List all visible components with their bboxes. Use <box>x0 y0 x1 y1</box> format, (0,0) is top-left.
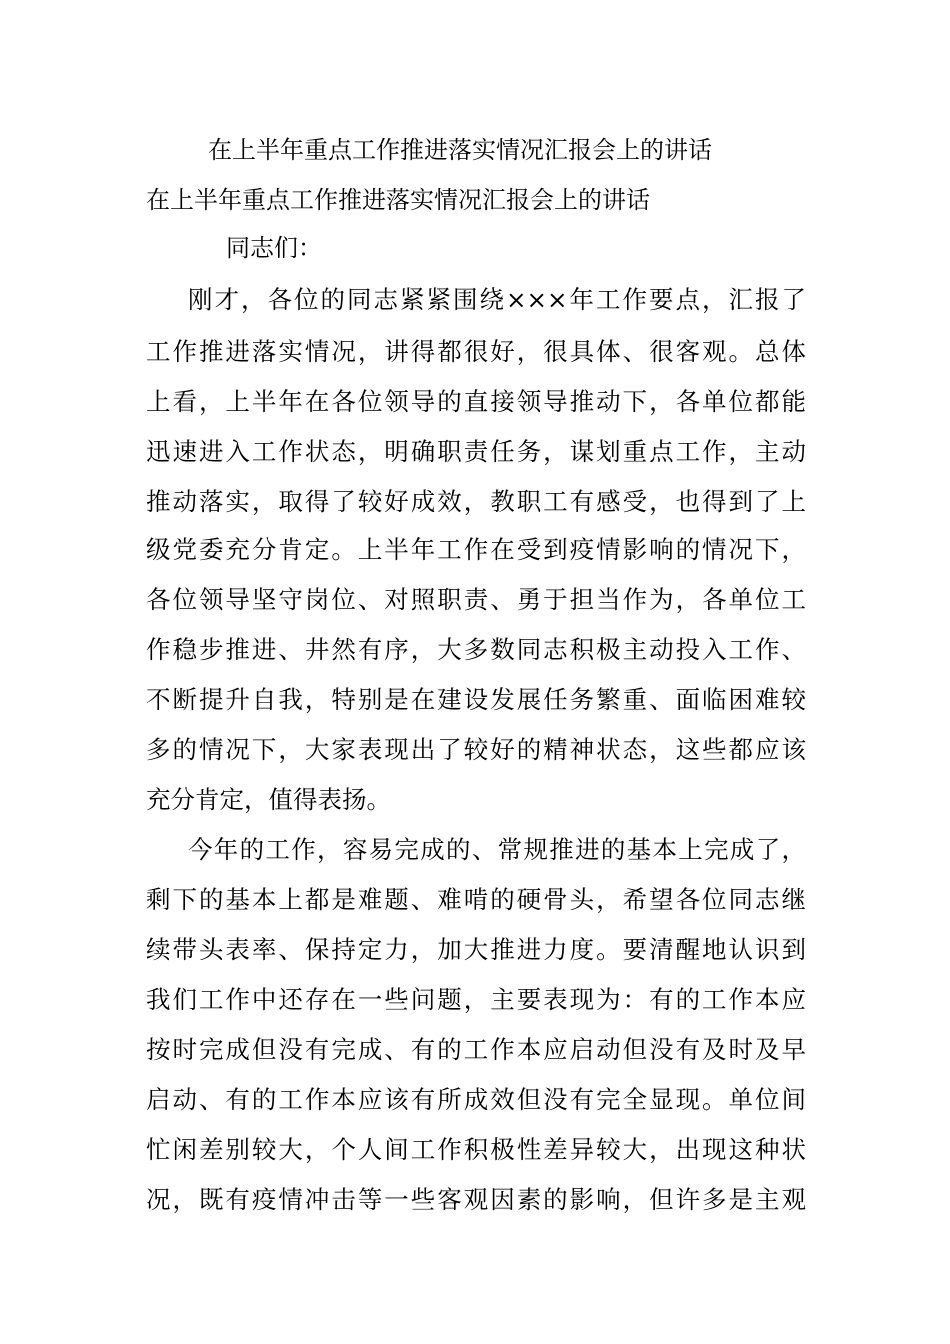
paragraph-line: 启动、有的工作本应该有所成效但没有完全显现。单位间 <box>146 1085 806 1114</box>
salutation: 同志们： <box>226 234 322 262</box>
paragraph-line: 忙闲差别较大，个人间工作积极性差异较大，出现这种状 <box>146 1135 806 1164</box>
paragraph-line: 我们工作中还存在一些问题，主要表现为：有的工作本应 <box>146 985 806 1014</box>
paragraph-line: 推动落实，取得了较好成效，教职工有感受，也得到了上 <box>146 487 806 516</box>
paragraph-line: 作稳步推进、井然有序，大多数同志积极主动投入工作、 <box>146 635 806 664</box>
paragraph-line: 级党委充分肯定。上半年工作在受到疫情影响的情况下， <box>146 535 806 564</box>
document-title: 在上半年重点工作推进落实情况汇报会上的讲话 <box>208 136 712 164</box>
paragraph-line: 剩下的基本上都是难题、难啃的硬骨头，希望各位同志继 <box>146 885 806 914</box>
paragraph-line: 续带头表率、保持定力，加大推进力度。要清醒地认识到 <box>146 935 806 964</box>
paragraph-line: 刚才，各位的同志紧紧围绕×××年工作要点，汇报了 <box>188 285 806 314</box>
paragraph-line: 不断提升自我，特别是在建设发展任务繁重、面临困难较 <box>146 685 806 714</box>
paragraph-line: 按时完成但没有完成、有的工作本应启动但没有及时及早 <box>146 1035 806 1064</box>
paragraph-line: 充分肯定，值得表扬。 <box>146 785 391 814</box>
document-subtitle: 在上半年重点工作推进落实情况汇报会上的讲话 <box>146 186 650 214</box>
paragraph-line: 上看，上半年在各位领导的直接领导推动下，各单位都能 <box>146 387 806 416</box>
paragraph-line: 各位领导坚守岗位、对照职责、勇于担当作为，各单位工 <box>146 585 806 614</box>
paragraph-line: 多的情况下，大家表现出了较好的精神状态，这些都应该 <box>146 735 806 764</box>
paragraph-line: 今年的工作，容易完成的、常规推进的基本上完成了， <box>188 835 806 864</box>
paragraph-line: 工作推进落实情况，讲得都很好，很具体、很客观。总体 <box>146 337 806 366</box>
paragraph-line: 迅速进入工作状态，明确职责任务，谋划重点工作，主动 <box>146 437 806 466</box>
paragraph-line: 况，既有疫情冲击等一些客观因素的影响，但许多是主观 <box>146 1185 806 1214</box>
